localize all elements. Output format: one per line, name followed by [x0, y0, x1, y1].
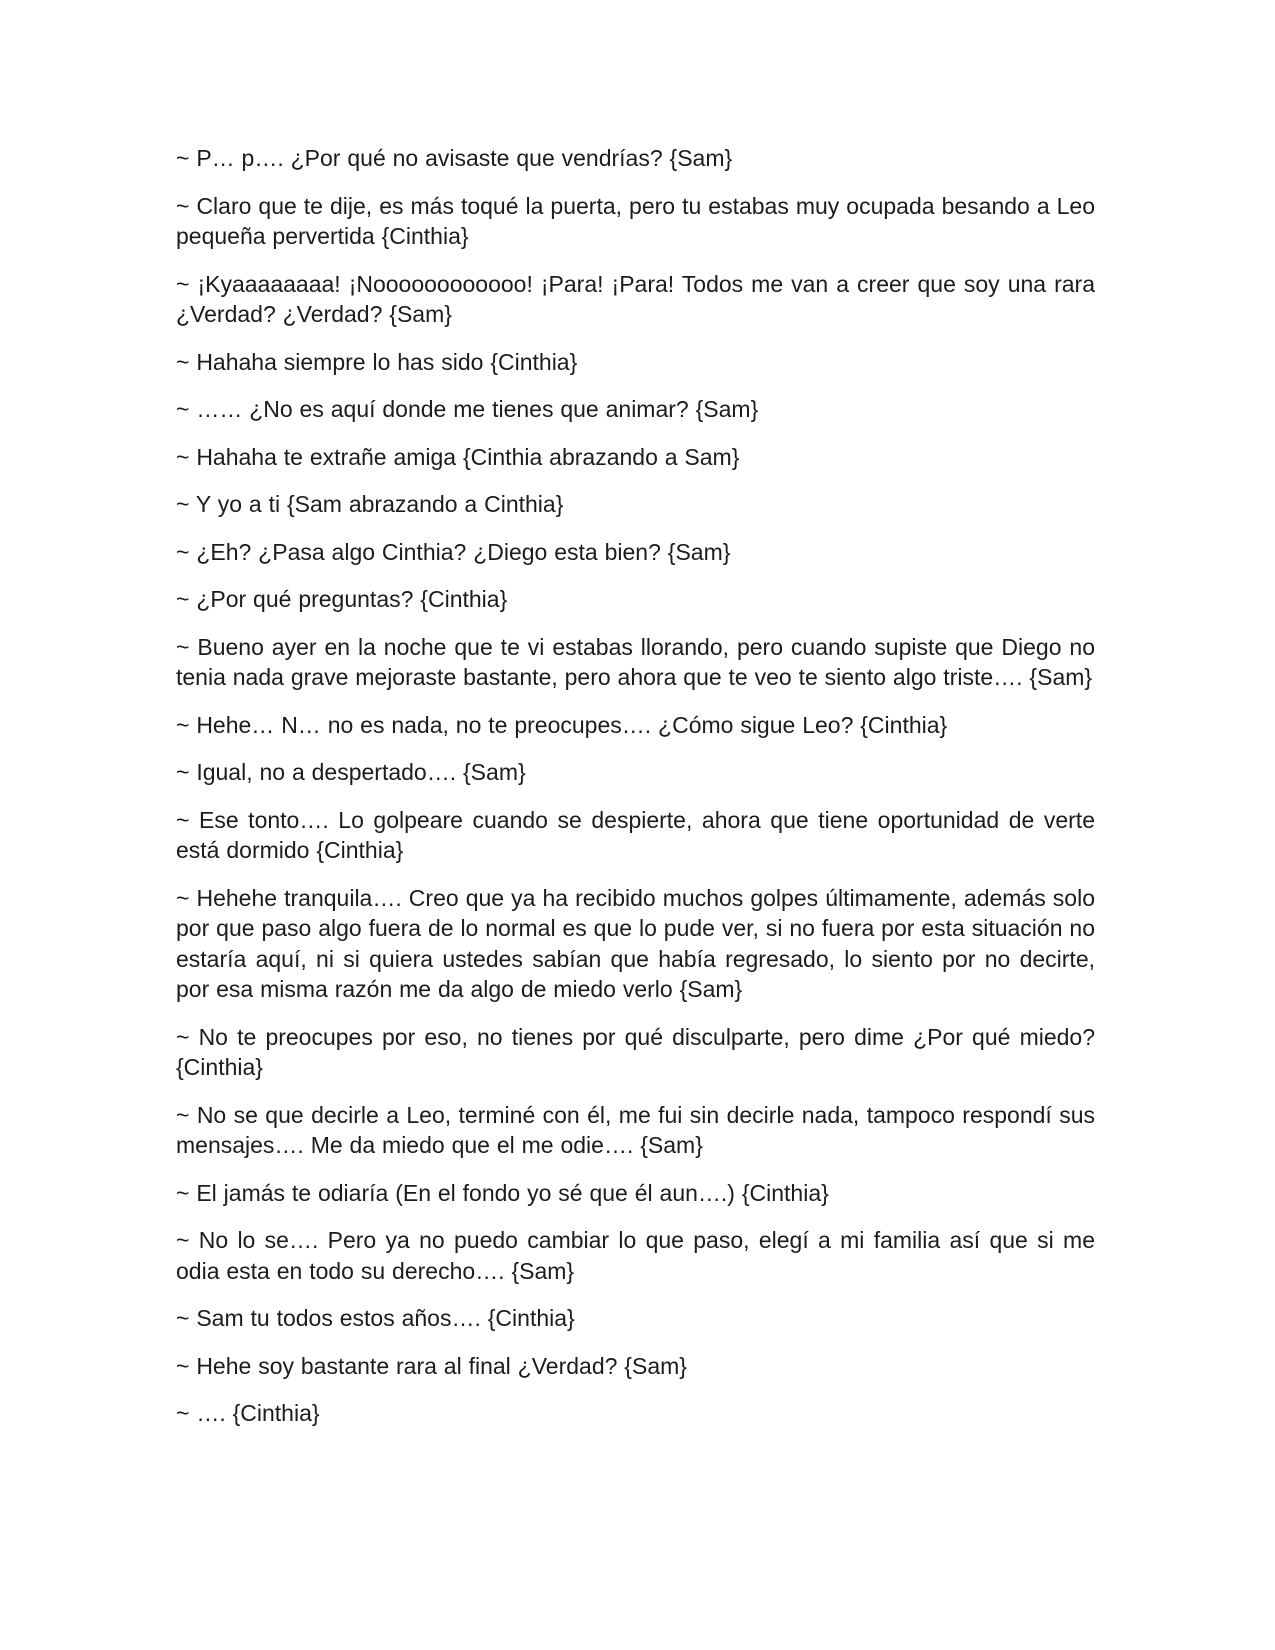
- dialogue-line: ~ …… ¿No es aquí donde me tienes que animar? {Sam}: [176, 396, 759, 422]
- dialogue-line: ~ Igual, no a despertado…. {Sam}: [176, 759, 526, 785]
- dialogue-line: ~ Claro que te dije, es más toqué la puerta, pero tu estabas muy ocupada besando a Leo pequeña pervertida {Cinthia}: [176, 192, 1095, 249]
- dialogue-line: ~ Bueno ayer en la noche que te vi estabas llorando, pero cuando supiste que Diego no tenia nada grave mejoraste bastante, pero ahora que te veo te siento algo triste…. {Sam}: [176, 633, 1095, 690]
- dialogue-line: ~ Ese tonto…. Lo golpeare cuando se despierte, ahora que tiene oportunidad de verte está dormido {Cinthia}: [176, 806, 1095, 863]
- dialogue-line: ~ Hahaha siempre lo has sido {Cinthia}: [176, 348, 578, 375]
- dialogue-line: ~ Hehe soy bastante rara al final ¿Verdad? {Sam}: [176, 1352, 687, 1379]
- dialogue-line: ~ El jamás te odiaría (En el fondo yo sé que él aun….) {Cinthia}: [176, 1179, 829, 1206]
- dialogue-line: ~ No lo se…. Pero ya no puedo cambiar lo que paso, elegí a mi familia así que si me odia esta en todo su derecho…. {Sam}: [176, 1227, 1095, 1284]
- dialogue-line: ~ Hehe… N… no es nada, no te preocupes…. ¿Cómo sigue Leo? {Cinthia}: [176, 711, 948, 738]
- dialogue-line: ~ Hehehe tranquila…. Creo que ya ha recibido muchos golpes últimamente, además solo por que paso algo fuera de lo normal es que lo pude ver, si no fuera por esta situación no estaría aquí, ni si quiera ustedes sabían que había regresado, lo siento por no decirte, por esa misma razón me da algo de miedo verlo {Sam}: [176, 884, 1095, 1002]
- dialogue-line: ~ P… p…. ¿Por qué no avisaste que vendrías? {Sam}: [176, 145, 733, 171]
- dialogue-line: ~ No se que decirle a Leo, terminé con él, me fui sin decirle nada, tampoco respondí sus mensajes…. Me da miedo que el me odie…. {Sam}: [176, 1101, 1095, 1158]
- dialogue-line: ~ ¡Kyaaaaaaaa! ¡Noooooooooooo! ¡Para! ¡Para! Todos me van a creer que soy una rara ¿Verdad? ¿Verdad? {Sam}: [176, 270, 1095, 327]
- dialogue-line: ~ Sam tu todos estos años…. {Cinthia}: [176, 1305, 575, 1331]
- document-body: [176, 143, 1095, 1446]
- dialogue-line: ~ ¿Por qué preguntas? {Cinthia}: [176, 586, 508, 612]
- dialogue-line: ~ No te preocupes por eso, no tienes por qué disculparte, pero dime ¿Por qué miedo? {Cinthia}: [176, 1023, 1095, 1080]
- dialogue-line: ~ ¿Eh? ¿Pasa algo Cinthia? ¿Diego esta bien? {Sam}: [176, 538, 731, 565]
- dialogue-line: ~ Y yo a ti {Sam abrazando a Cinthia}: [176, 491, 564, 517]
- dialogue-line: ~ Hahaha te extrañe amiga {Cinthia abrazando a Sam}: [176, 443, 740, 470]
- dialogue-line: ~ …. {Cinthia}: [176, 1400, 320, 1426]
